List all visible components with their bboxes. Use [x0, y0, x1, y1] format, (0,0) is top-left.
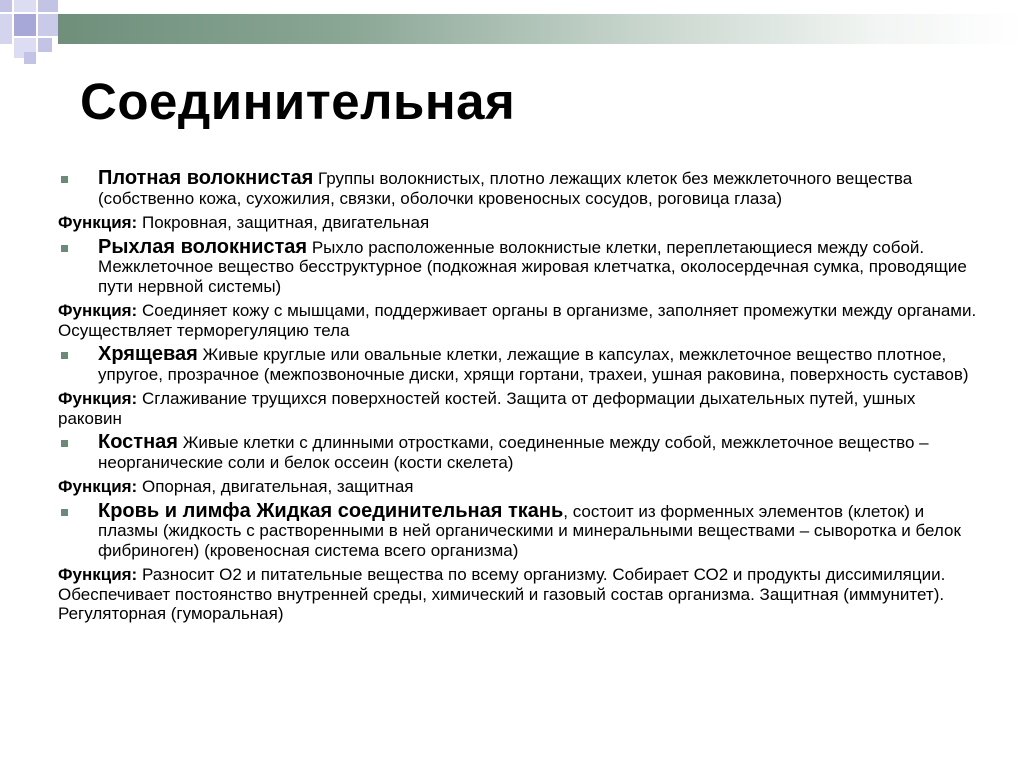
decor-square	[24, 52, 36, 64]
function-label: Функция:	[58, 213, 138, 232]
tissue-description: Группы волокнистых, плотно лежащих клеток без межклеточного вещества (собственно кожа, сухожилия, связки, оболочки кровеносных сосудов, роговица глаза)	[98, 169, 913, 208]
list-item	[58, 235, 978, 297]
function-line	[58, 389, 978, 428]
decor-square	[14, 0, 36, 12]
list-item	[58, 433, 978, 472]
function-label: Функция:	[58, 389, 138, 408]
square-bullet-icon	[61, 352, 68, 359]
tissue-description: Живые клетки с длинными отростками, соединенные между собой, межклеточное вещество – неорганические соли и белок оссеин (кости скелета)	[98, 433, 929, 472]
square-bullet-icon	[61, 176, 68, 183]
function-text: Опорная, двигательная, защитная	[141, 477, 414, 496]
function-line	[58, 477, 978, 497]
tissue-description: Рыхло расположенные волокнистые клетки, переплетающиеся между собой. Межклеточное вещество бесструктурное (подкожная жировая клетчатка, околосердечная сумка, проводящие пути нервной системы)	[98, 237, 967, 296]
function-label: Функция:	[58, 477, 138, 496]
slide-title: Соединительная	[80, 73, 516, 130]
tissue-term: Кровь и лимфа Жидкая соединительная ткань	[98, 499, 564, 522]
list-item	[58, 169, 978, 208]
tissue-description: Живые круглые или овальные клетки, лежащие в капсулах, межклеточное вещество плотное, упругое, прозрачное (межпозвоночные диски, хрящи гортани, трахеи, ушная раковина, поверхность суставов)	[98, 345, 969, 384]
function-label: Функция:	[58, 301, 138, 320]
decor-square	[14, 14, 36, 36]
function-line	[58, 213, 978, 233]
square-bullet-icon	[61, 440, 68, 447]
function-text: Покровная, защитная, двигательная	[141, 213, 430, 232]
list-item	[58, 499, 978, 561]
function-line	[58, 565, 978, 624]
tissue-term: Рыхлая волокнистая	[98, 235, 308, 258]
decor-square	[38, 38, 52, 52]
header-gradient-band	[58, 14, 1024, 44]
function-text: Соединяет кожу с мышцами, поддерживает органы в организме, заполняет промежутки между органами. Осуществляет терморегуляцию тела	[58, 301, 977, 340]
function-label: Функция:	[58, 565, 138, 584]
square-bullet-icon	[61, 245, 68, 252]
decor-square	[0, 0, 12, 12]
tissue-description: , состоит из форменных элементов (клеток) и плазмы (жидкость с растворенными в ней органическими и минеральными веществами – сыворотка и белок фибриноген) (кровеносная система всего организма)	[98, 501, 961, 560]
tissue-term: Костная	[98, 431, 178, 453]
function-text: Сглаживание трущихся поверхностей костей. Защита от деформации дыхательных путей, ушных раковин	[58, 389, 916, 428]
decor-square	[0, 14, 12, 44]
decor-square	[38, 0, 58, 12]
tissue-term: Хрящевая	[98, 343, 198, 365]
slide-content	[58, 169, 978, 629]
function-text: Разносит О2 и питательные вещества по всему организму. Собирает СО2 и продукты диссимиляции. Обеспечивает постоянство внутренней среды, химический и газовый состав организма. Защитная (иммунитет). Регуляторная (гуморальная)	[58, 565, 946, 623]
square-bullet-icon	[61, 509, 68, 516]
list-item	[58, 345, 978, 384]
decor-square	[38, 14, 58, 36]
tissue-term: Плотная волокнистая	[98, 167, 314, 189]
function-line	[58, 301, 978, 340]
